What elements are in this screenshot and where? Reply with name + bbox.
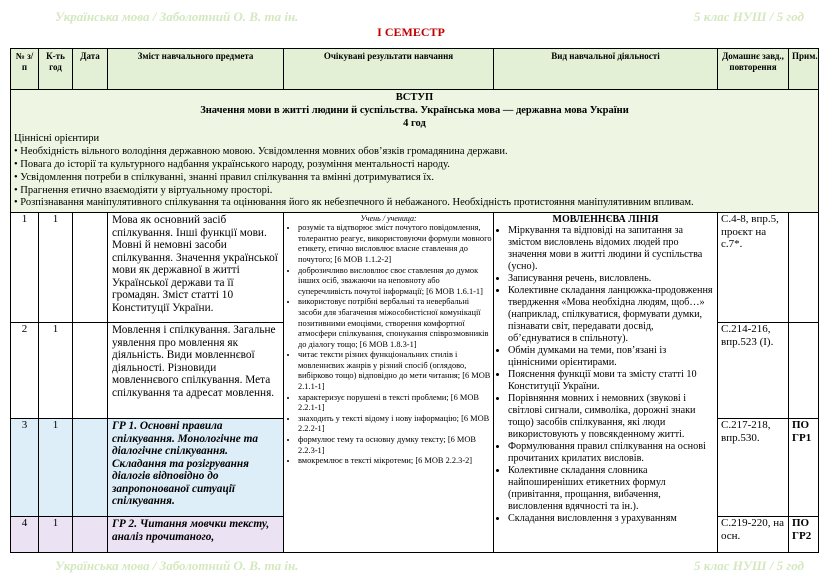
result-item: • знаходить у тексті відому і нову інформацію; [6 МОВ 2.2.2-1] bbox=[298, 414, 493, 435]
values-heading: Ціннісні орієнтири bbox=[14, 133, 100, 145]
intro-hours: 4 год bbox=[403, 117, 426, 129]
result-item: • вмокремлює в тексті мікротеми; [6 МОВ 2.2.3-2] bbox=[298, 456, 493, 467]
lesson-num: 4 bbox=[11, 517, 39, 553]
intro-section bbox=[11, 90, 819, 213]
running-footer-left: Українська мова / Заболотний О. В. та ін. bbox=[55, 558, 299, 573]
col-header-num: № з/п bbox=[11, 49, 39, 90]
result-item: • формулює тему та основну думку тексту; [6 МОВ 2.2.3-1] bbox=[298, 435, 493, 456]
activity-item: • Записування речень, висловлень. bbox=[508, 273, 717, 285]
intro-title: ВСТУП bbox=[395, 92, 434, 103]
col-header-notes: Прим. bbox=[789, 49, 819, 90]
running-header-right: 5 клас НУШ / 5 год bbox=[693, 9, 804, 24]
activity-item: • Обмін думками на теми, пов’язані із ціннісними орієнтирами. bbox=[508, 345, 717, 369]
col-header-results: Очікувані результати навчання bbox=[284, 49, 494, 90]
lesson-hours: 1 bbox=[39, 419, 73, 517]
expected-results-cell bbox=[284, 213, 494, 553]
intro-section-row bbox=[11, 90, 819, 213]
lesson-plan-table bbox=[10, 48, 819, 553]
lesson-note: ПО ГР2 bbox=[789, 517, 819, 553]
lesson-hours: 1 bbox=[39, 517, 73, 553]
activity-item: • Колективне складання словника найпоширеніших етикетних формул (привітання, прощання, вибачення, висловлення вдячності та ін.). bbox=[508, 465, 717, 513]
result-item: • читає тексти різних функціональних стилів і мовленнєвих жанрів у різний спосіб (оглядово, вибірково тощо) відповідно до мети читання; [6 МОВ 2.1.1-1] bbox=[298, 350, 493, 392]
lesson-note bbox=[789, 323, 819, 419]
lesson-num: 2 bbox=[11, 323, 39, 419]
activity-cell bbox=[494, 213, 718, 553]
lesson-content: Мова як основний засіб спілкування. Інші функції мови. Мовні й немовні засоби спілкування. Значення української мови як державної в житті Української держави та її громадян. Зміст статті 10 Конституції України. bbox=[108, 213, 284, 323]
activity-item: • Пояснення функції мови та змісту статті 10 Конституції України. bbox=[508, 369, 717, 393]
activity-list bbox=[494, 225, 717, 525]
results-list bbox=[284, 223, 493, 467]
col-header-hours: К-ть год bbox=[39, 49, 73, 90]
lesson-homework: С.4-8, впр.5, проєкт на с.7*. bbox=[718, 213, 789, 323]
lesson-homework: С.214-216, впр.523 (І). bbox=[718, 323, 789, 419]
value-item: • Необхідність вільного володіння державною мовою. Усвідомлення мовних обов’язків громадянина держави. bbox=[14, 146, 508, 158]
result-item: • використовує потрібні вербальні та невербальні засоби для збагачення міжособистісної комунікації позитивними емоціями, створення комфортної атмосфери спілкування, спонукання співрозмовників до діалогу тощо; [6 МОВ 1.8.3-1] bbox=[298, 297, 493, 350]
col-header-homework: Домашнє завд., повторення bbox=[718, 49, 789, 90]
lesson-content: Мовлення і спілкування. Загальне уявлення про мовлення як діяльність. Види мовленнєвої діяльності. Різновиди мовленнєвого спілкування. Мета спілкування та адресат мовлення. bbox=[108, 323, 284, 419]
result-item: • характеризує порушені в тексті проблеми; [6 МОВ 2.2.1-1] bbox=[298, 393, 493, 414]
col-header-activity: Вид навчальної діяльності bbox=[494, 49, 718, 90]
lesson-hours: 1 bbox=[39, 323, 73, 419]
activity-item: • Міркування та відповіді на запитання за змістом висловлень відомих людей про значення мови в житті людини й суспільства (усно). bbox=[508, 225, 717, 273]
activity-item: • Формулювання правил спілкування на основі прочитаних крилатих висловів. bbox=[508, 441, 717, 465]
value-item: • Прагнення етично взаємодіяти у віртуальному просторі. bbox=[14, 184, 273, 196]
running-footer-right: 5 клас НУШ / 5 год bbox=[693, 558, 804, 573]
semester-title: І СЕМЕСТР bbox=[377, 25, 445, 39]
lesson-date bbox=[73, 419, 108, 517]
result-item: • розуміє та відтворює зміст почутого повідомлення, толерантно реагує, використовуючи формули мовного етикету, етично висловлює власне ставлення до почутого; [6 МОВ 1.1.2-2] bbox=[298, 223, 493, 265]
value-item: • Розпізнавання маніпулятивного спілкування та оцінювання його як небезпечного й небажаного. Необхідність протистояння маніпулятивним впливам. bbox=[14, 197, 694, 209]
value-item: • Усвідомлення потреби в спілкуванні, знанні правил спілкування та вмінні дотримуватися їх. bbox=[14, 171, 435, 183]
lesson-num: 3 bbox=[11, 419, 39, 517]
table-header-row bbox=[11, 49, 819, 90]
lesson-homework: С.219-220, на осн. bbox=[718, 517, 789, 553]
lesson-note bbox=[789, 213, 819, 323]
lesson-date bbox=[73, 517, 108, 553]
intro-subtitle: Значення мови в житті людини й суспільства. Українська мова — державна мова України bbox=[200, 104, 629, 116]
lesson-num: 1 bbox=[11, 213, 39, 323]
activity-item: • Складання висловлення з урахуванням bbox=[508, 513, 717, 525]
running-header-left: Українська мова / Заболотний О. В. та ін. bbox=[55, 9, 299, 24]
lesson-row bbox=[11, 213, 819, 323]
lesson-content: ГР 1. Основні правила спілкування. Монологічне та діалогічне спілкування. Складання та розігрування діалогів відповідно до запропонованої ситуації спілкування. bbox=[108, 419, 284, 517]
activity-item: • Колективне складання ланцюжка-продовження твердження «Мова необхідна людям, щоб…» (наприклад, спілкуватися, формувати думки, пізнавати світ, передавати досвід, об’єднуватися в спільноту). bbox=[508, 285, 717, 345]
col-header-content: Зміст навчального предмета bbox=[108, 49, 284, 90]
value-item: • Повага до історії та культурного надбання українського народу, розуміння ментальності народу. bbox=[14, 158, 450, 170]
col-header-date: Дата bbox=[73, 49, 108, 90]
activity-item: • Порівняння мовних і немовних (звукові і світлові сигнали, символіка, дорожні знаки тощо) засобів спілкування, які люди використовують у повсякденному житті. bbox=[508, 393, 717, 441]
results-heading: Учень / ученица: bbox=[360, 214, 417, 224]
lesson-date bbox=[73, 213, 108, 323]
lesson-date bbox=[73, 323, 108, 419]
lesson-note: ПО ГР1 bbox=[789, 419, 819, 517]
lesson-hours: 1 bbox=[39, 213, 73, 323]
result-item: • доброзичливо висловлює своє ставлення до думок інших осіб, зважаючи на неповноту або суперечливість почутої інформації; [6 МОВ 1.6.1-1] bbox=[298, 266, 493, 298]
lesson-content: ГР 2. Читання мовчки тексту, аналіз прочитаного, bbox=[108, 517, 284, 553]
activity-heading: МОВЛЕННЄВА ЛІНІЯ bbox=[552, 214, 659, 226]
lesson-homework: С.217-218, впр.530. bbox=[718, 419, 789, 517]
